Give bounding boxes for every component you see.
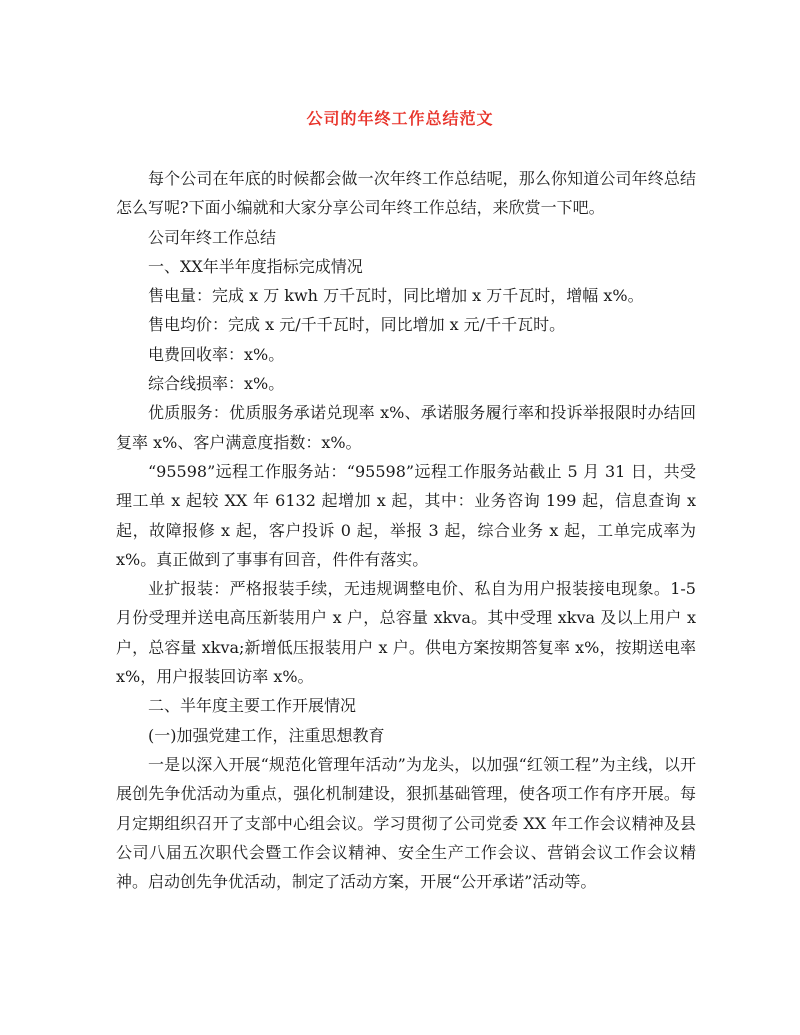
- paragraph-quality-service: 优质服务：优质服务承诺兑现率 x%、承诺服务履行率和投诉举报限时办结回复率 x%、客户满意度指数：x%。: [116, 403, 696, 452]
- paragraph-avg-price: 售电均价：完成 x 元/千千瓦时，同比增加 x 元/千千瓦时。: [148, 315, 566, 335]
- paragraph-line-loss: 综合线损率：x%。: [148, 374, 285, 394]
- subsection-heading-1: (一)加强党建工作，注重思想教育: [148, 725, 385, 745]
- document-title: 公司的年终工作总结范文: [306, 109, 494, 128]
- section-heading-2: 二、半年度主要工作开展情况: [148, 696, 357, 716]
- paragraph-sales-volume: 售电量：完成 x 万 kwh 万千瓦时，同比增加 x 万千瓦时，增幅 x%。: [148, 286, 644, 306]
- paragraph-party-building: 一是以深入开展“规范化管理年活动”为龙头，以加强“红领工程”为主线，以开展创先争优活动为重点，强化机制建设，狠抓基础管理，使各项工作有序开展。每月定期组织召开了支部中心组会议。学习贯彻了公司党委 XX 年工作会议精神及县公司八届五次职代会暨工作会议精神、安全生产工作会议、营销会议工作会议精神。启动创先争优活动，制定了活动方案，开展“公开承诺”活动等。: [116, 754, 696, 892]
- section-heading-1: 一、XX年半年度指标完成情况: [148, 256, 363, 276]
- paragraph-intro: 每个公司在年底的时候都会做一次年终工作总结呢，那么你知道公司年终总结怎么写呢?下面小编就和大家分享公司年终工作总结，来欣赏一下吧。: [116, 169, 696, 218]
- paragraph-business-expansion: 业扩报装：严格报装手续，无违规调整电价、私自为用户报装接电现象。1-5 月份受理并送电高压新装用户 x 户，总容量 xkva。其中受理 xkva 及以上用户 x 户，总容量 xkva;新增低压报装用户 x 户。供电方案按期答复率 x%，按期送电率 x%，用户报装回访率 x%。: [116, 579, 696, 687]
- paragraph-95598-station: “95598”远程工作服务站：“95598”远程工作服务站截止 5 月 31 日，共受理工单 x 起较 XX 年 6132 起增加 x 起，其中：业务咨询 199 起，信息查询 x 起，故障报修 x 起，客户投诉 0 起，举报 3 起，综合业务 x 起，工单完成率为 x%。真正做到了事事有回音，件件有落实。: [116, 461, 696, 569]
- paragraph-recovery-rate: 电费回收率：x%。: [148, 344, 285, 364]
- paragraph-subtitle: 公司年终工作总结: [148, 227, 277, 247]
- document-body: [116, 164, 696, 896]
